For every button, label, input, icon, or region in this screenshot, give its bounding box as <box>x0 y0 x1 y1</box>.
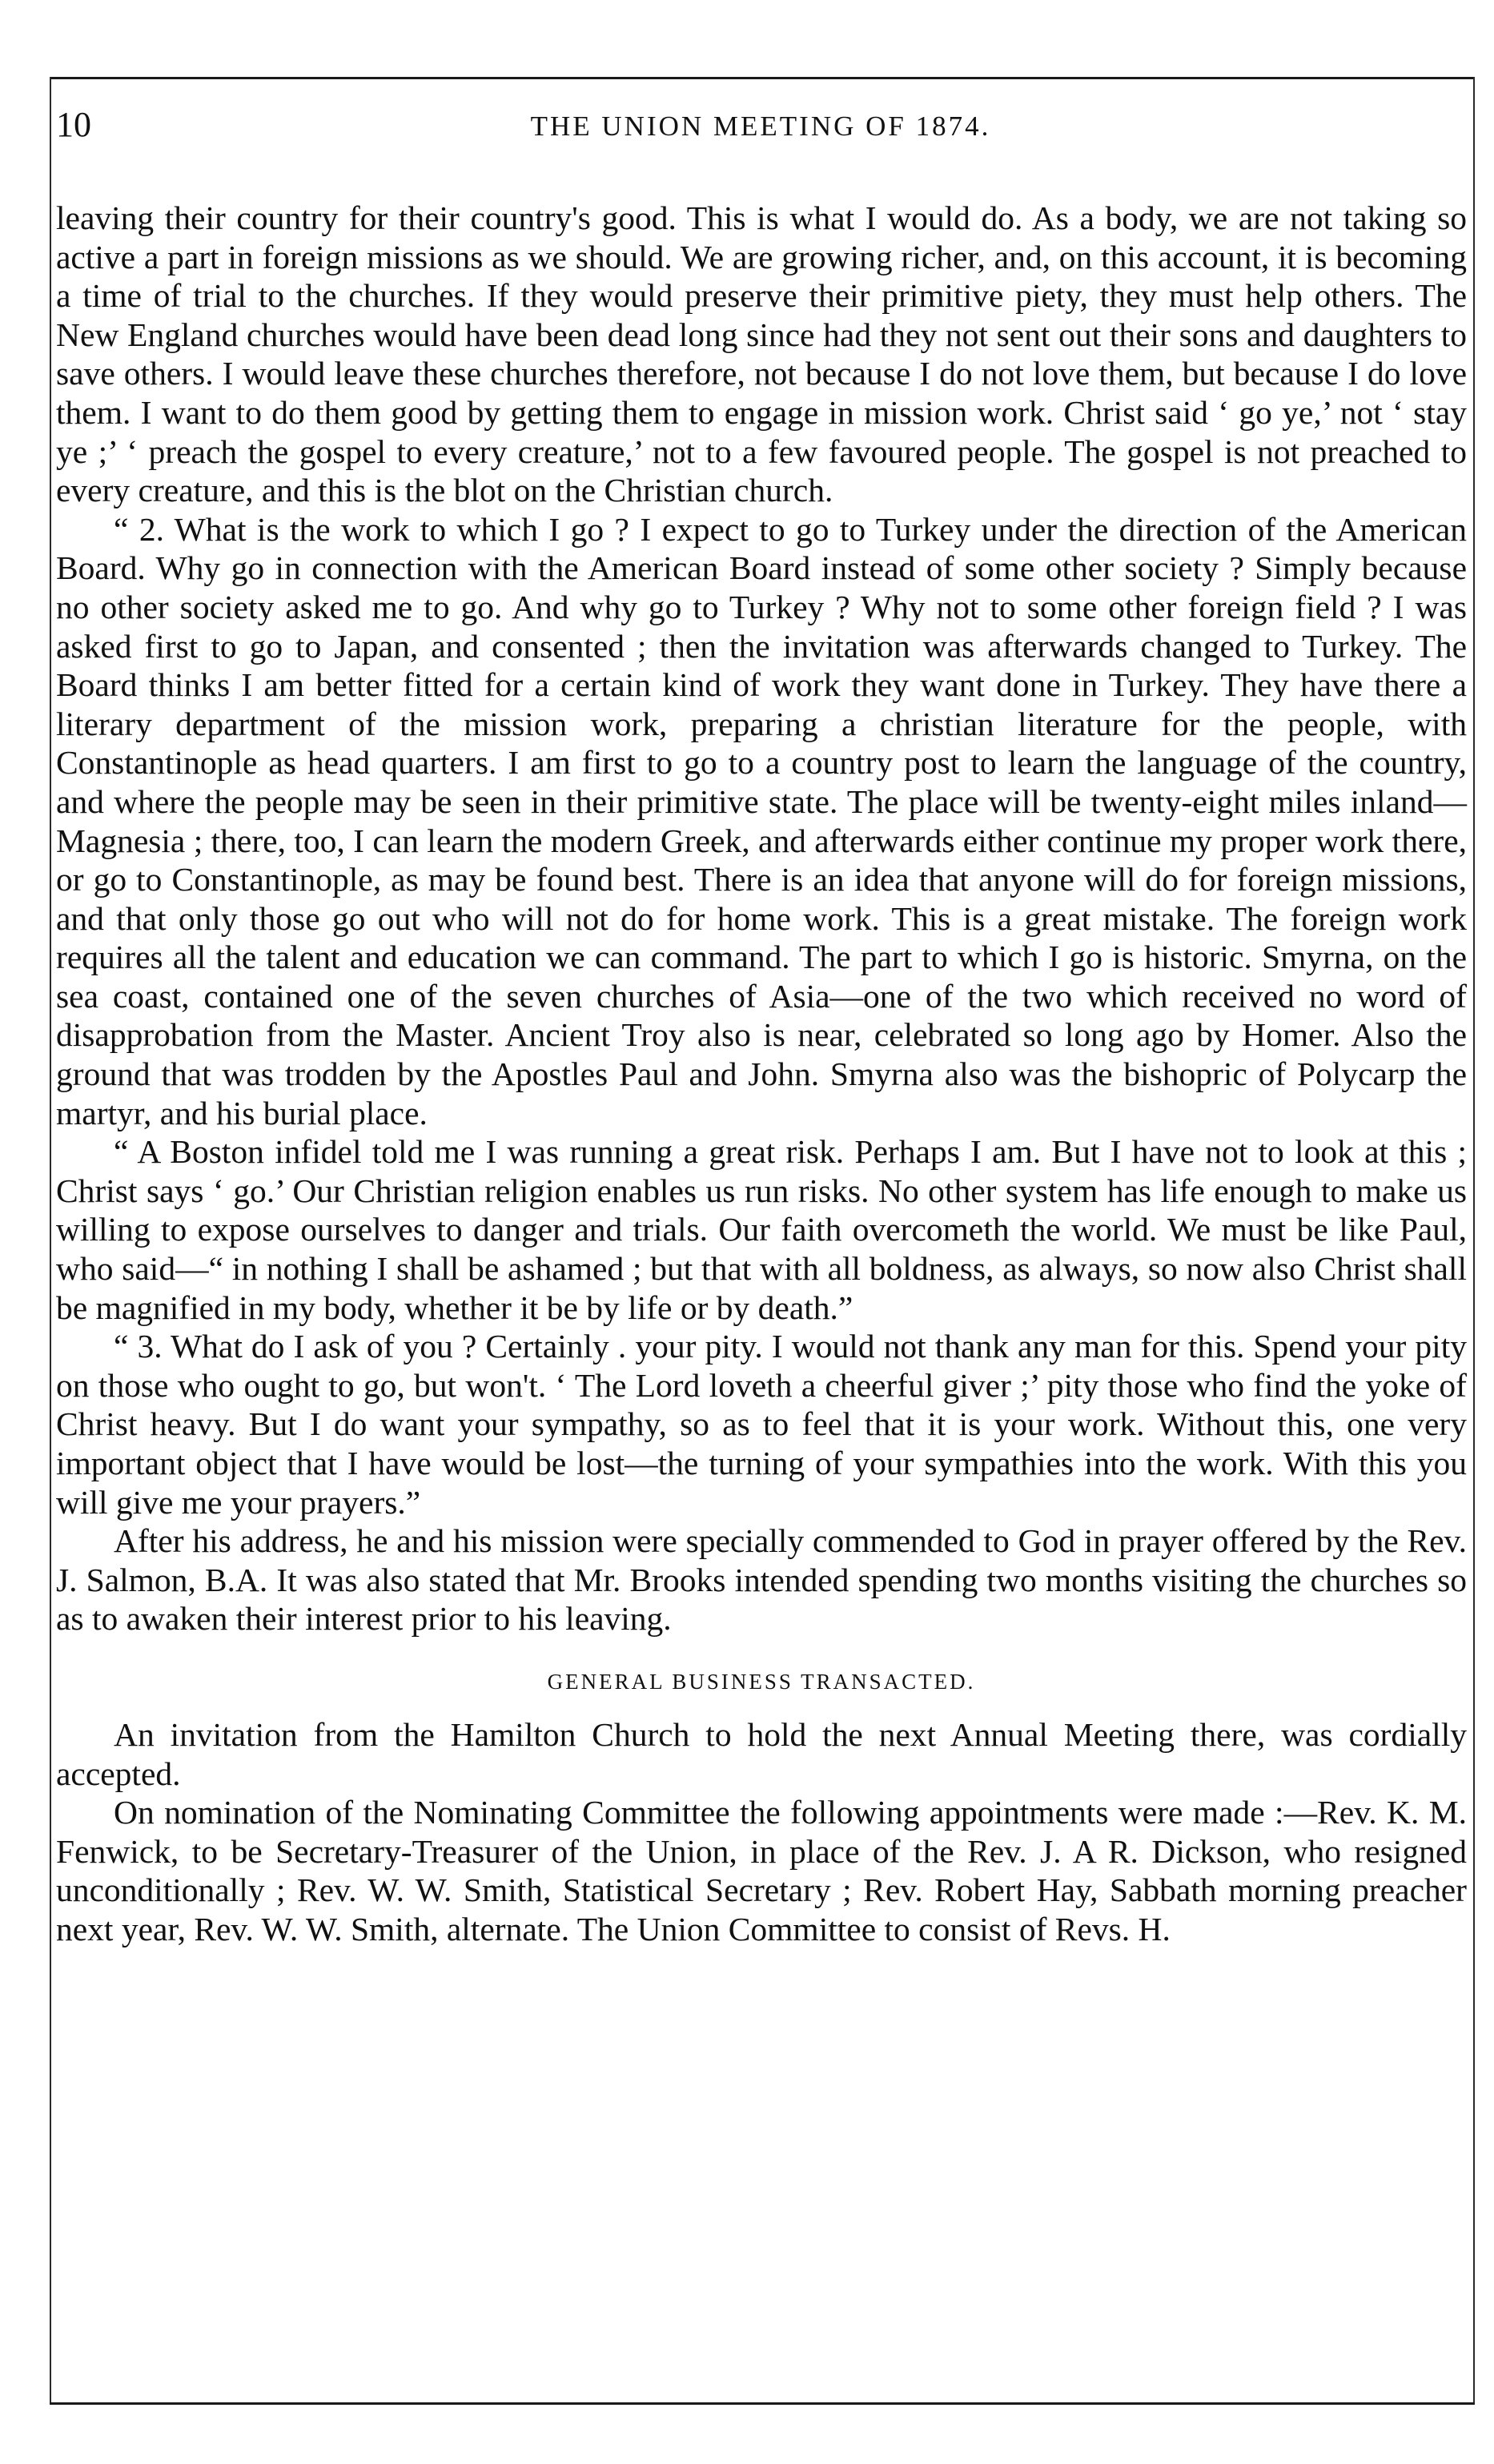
paragraph: On nomination of the Nominating Committee the following appointments were made :—Rev. K. M. Fenwick, to be Secretary-Treasurer of the Union, in place of the Rev. J. A R. Dickson, who resigned unconditionally ; Rev. W. W. Smith, Statistical Secretary ; Rev. Robert Hay, Sabbath morning preacher next year, Rev. W. W. Smith, alternate. The Union Committee to consist of Revs. H. <box>56 1794 1467 1947</box>
left-border-rule <box>50 77 51 2402</box>
paragraph: An invitation from the Hamilton Church to hold the next Annual Meeting there, was cordially accepted. <box>56 1715 1467 1792</box>
running-head: THE UNION MEETING OF 1874. <box>530 111 991 142</box>
section-heading: GENERAL BUSINESS TRANSACTED. <box>547 1669 976 1694</box>
paragraph: “ 3. What do I ask of you ? Certainly . your pity. I would not thank any man for this. Spend your pity on those who ought to go, but won't. ‘ The Lord loveth a cheerful giver ;’ pity those who find the yoke of Christ heavy. But I do want your sympathy, so as to feel that it is your work. Without this, one very important object that I have would be lost—the turning of your sympathies into the work. With this you will give me your prayers.” <box>56 1328 1467 1521</box>
bottom-border-rule <box>50 2402 1475 2405</box>
top-border-rule <box>50 77 1475 79</box>
page-number: 10 <box>56 105 91 144</box>
paragraph: After his address, he and his mission were specially commended to God in prayer offered by the Rev. J. Salmon, B.A. It was also stated that Mr. Brooks intended spending two months visiting the churches so as to awaken their interest prior to his leaving. <box>56 1522 1467 1638</box>
body-text <box>56 199 1467 1949</box>
paragraph: “ 2. What is the work to which I go ? I expect to go to Turkey under the direction of the American Board. Why go in connection with the American Board instead of some other society ? Simply because no other society asked me to go. And why go to Turkey ? Why not to some other foreign field ? I was asked first to go to Japan, and consented ; then the invitation was afterwards changed to Turkey. The Board thinks I am better fitted for a certain kind of work they want done in Turkey. They have there a literary department of the mission work, preparing a christian literature for the people, with Constantinople as head quarters. I am first to go to a country post to learn the language of the country, and where the people may be seen in their primitive state. The place will be twenty-eight miles inland—Magnesia ; there, too, I can learn the modern Greek, and afterwards either continue my proper work there, or go to Constantinople, as may be found best. There is an idea that anyone will do for foreign missions, and that only those go out who will not do for home work. This is a great mistake. The foreign work requires all the talent and education we can command. The part to which I go is historic. Smyrna, on the sea coast, contained one of the seven churches of Asia—one of the two which received no word of disapprobation from the Master. Ancient Troy also is near, celebrated so long ago by Homer. Also the ground that was trodden by the Apostles Paul and John. Smyrna also was the bishopric of Polycarp the martyr, and his burial place. <box>56 510 1467 1132</box>
right-border-rule <box>1473 77 1475 2402</box>
paragraph: leaving their country for their country's good. This is what I would do. As a body, we are not taking so active a part in foreign missions as we should. We are growing richer, and, on this account, it is becoming a time of trial to the churches. If they would preserve their primitive piety, they must help others. The New England churches would have been dead long since had they not sent out their sons and daughters to save others. I would leave these churches therefore, not because I do not love them, but because I do love them. I want to do them good by getting them to engage in mission work. Christ said ‘ go ye,’ not ‘ stay ye ;’ ‘ preach the gospel to every creature,’ not to a few favoured people. The gospel is not preached to every creature, and this is the blot on the Christian church. <box>56 199 1467 509</box>
paragraph: “ A Boston infidel told me I was running a great risk. Perhaps I am. But I have not to look at this ; Christ says ‘ go.’ Our Christian religion enables us run risks. No other system has life enough to make us willing to expose ourselves to danger and trials. Our faith overcometh the world. We must be like Paul, who said—“ in nothing I shall be ashamed ; but that with all boldness, as always, so now also Christ shall be magnified in my body, whether it be by life or by death.” <box>56 1133 1467 1326</box>
page-header <box>56 102 1465 151</box>
